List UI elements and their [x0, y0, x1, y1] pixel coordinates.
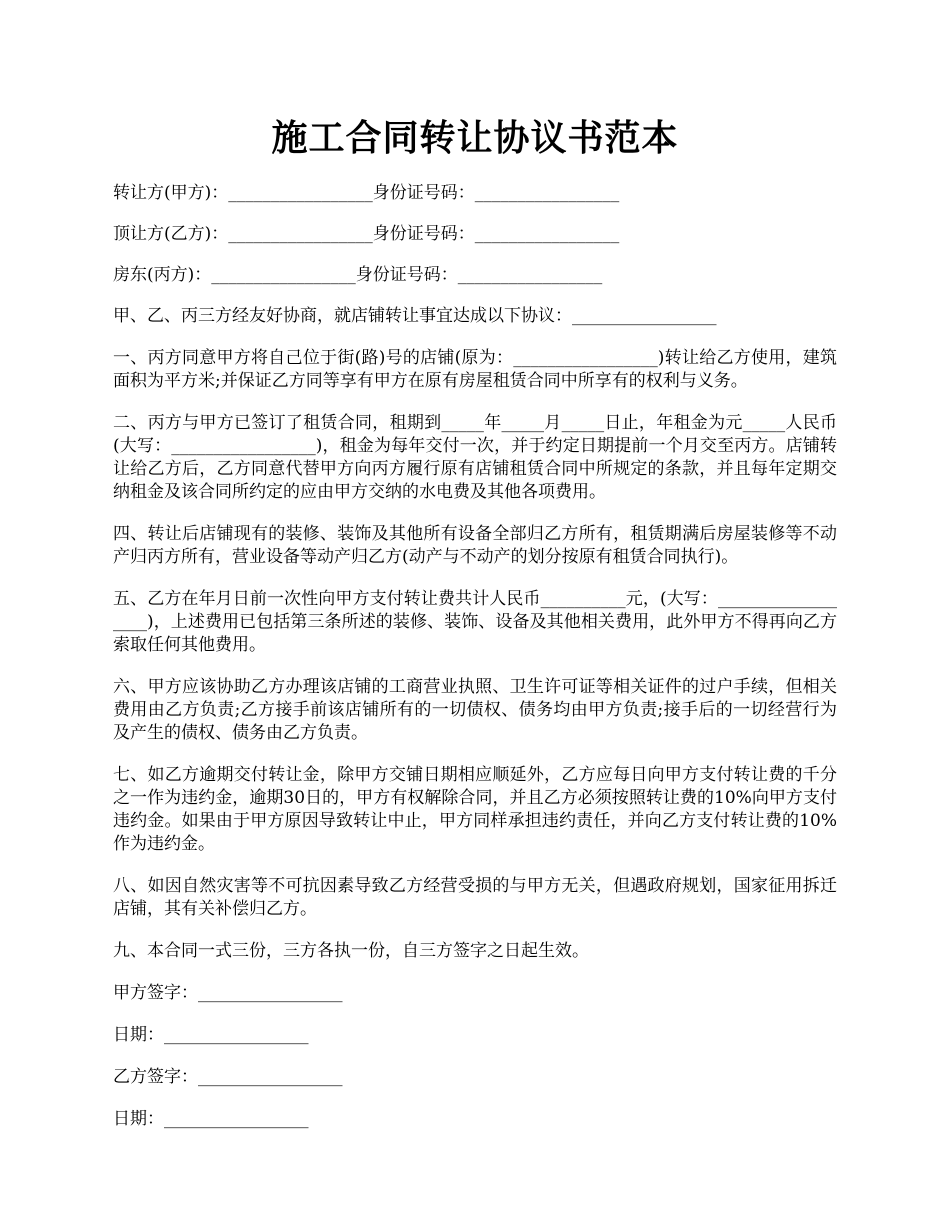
- clause-9: 九、本合同一式三份，三方各执一份，自三方签字之日起生效。: [113, 941, 589, 961]
- clause-8: 八、如因自然灾害等不可抗因素导致乙方经营受损的与甲方无关，但遇政府规划，国家征用拆迁店铺，其有关补偿归乙方。: [113, 876, 837, 919]
- transferor-line: 转让方(甲方)：_________________身份证号码：_________________: [113, 183, 620, 203]
- clause-2: 二、丙方与甲方已签订了租赁合同，租期到_____年_____月_____日止，年租金为元_____人民币(大写：_________________)，租金为每年交付一次，并于约定日期提前一个月交至丙方。店铺转让给乙方后，乙方同意代替甲方向丙方履行原有店铺租赁合同中所规定的条款，并且每年定期交纳租金及该合同所约定的应由甲方交纳的水电费及其他各项费用。: [113, 413, 837, 502]
- clause-1: 一、丙方同意甲方将自己位于街(路)号的店铺(原为：_________________)转让给乙方使用，建筑面积为平方米;并保证乙方同等享有甲方在原有房屋租赁合同中所享有的权利与义务。: [113, 348, 837, 391]
- clause-7: 七、如乙方逾期交付转让金，除甲方交铺日期相应顺延外，乙方应每日向甲方支付转让费的千分之一作为违约金，逾期30日的，甲方有权解除合同，并且乙方必须按照转让费的10%向甲方支付违约金。如果由于甲方原因导致转让中止，甲方同样承担违约责任，并向乙方支付转让费的10%作为违约金。: [113, 765, 837, 854]
- transferee-line: 顶让方(乙方)：_________________身份证号码：_________________: [113, 224, 620, 244]
- clause-6: 六、甲方应该协助乙方办理该店铺的工商营业执照、卫生许可证等相关证件的过户手续，但相关费用由乙方负责;乙方接手前该店铺所有的一切债权、债务均由甲方负责;接手后的一切经营行为及产生的债权、债务由乙方负责。: [113, 677, 837, 743]
- party-b-date: 日期：_________________: [113, 1109, 309, 1129]
- party-a-signature: 甲方签字：_________________: [113, 983, 343, 1003]
- document-title: 施工合同转让协议书范本: [271, 117, 679, 159]
- clause-5: 五、乙方在年月日前一次性向甲方支付转让费共计人民币__________元，(大写：__________________)，上述费用已包括第三条所述的装修、装饰、设备及其他相关费用，此外甲方不得再向乙方索取任何其他费用。: [113, 589, 837, 655]
- clause-4: 四、转让后店铺现有的装修、装饰及其他所有设备全部归乙方所有，租赁期满后房屋装修等不动产归丙方所有，营业设备等动产归乙方(动产与不动产的划分按原有租赁合同执行)。: [113, 524, 837, 567]
- party-b-signature: 乙方签字：_________________: [113, 1067, 343, 1087]
- agreement-intro: 甲、乙、丙三方经友好协商，就店铺转让事宜达成以下协议：_________________: [113, 306, 717, 326]
- party-a-date: 日期：_________________: [113, 1025, 309, 1045]
- landlord-line: 房东(丙方)：_________________身份证号码：_________________: [113, 265, 603, 285]
